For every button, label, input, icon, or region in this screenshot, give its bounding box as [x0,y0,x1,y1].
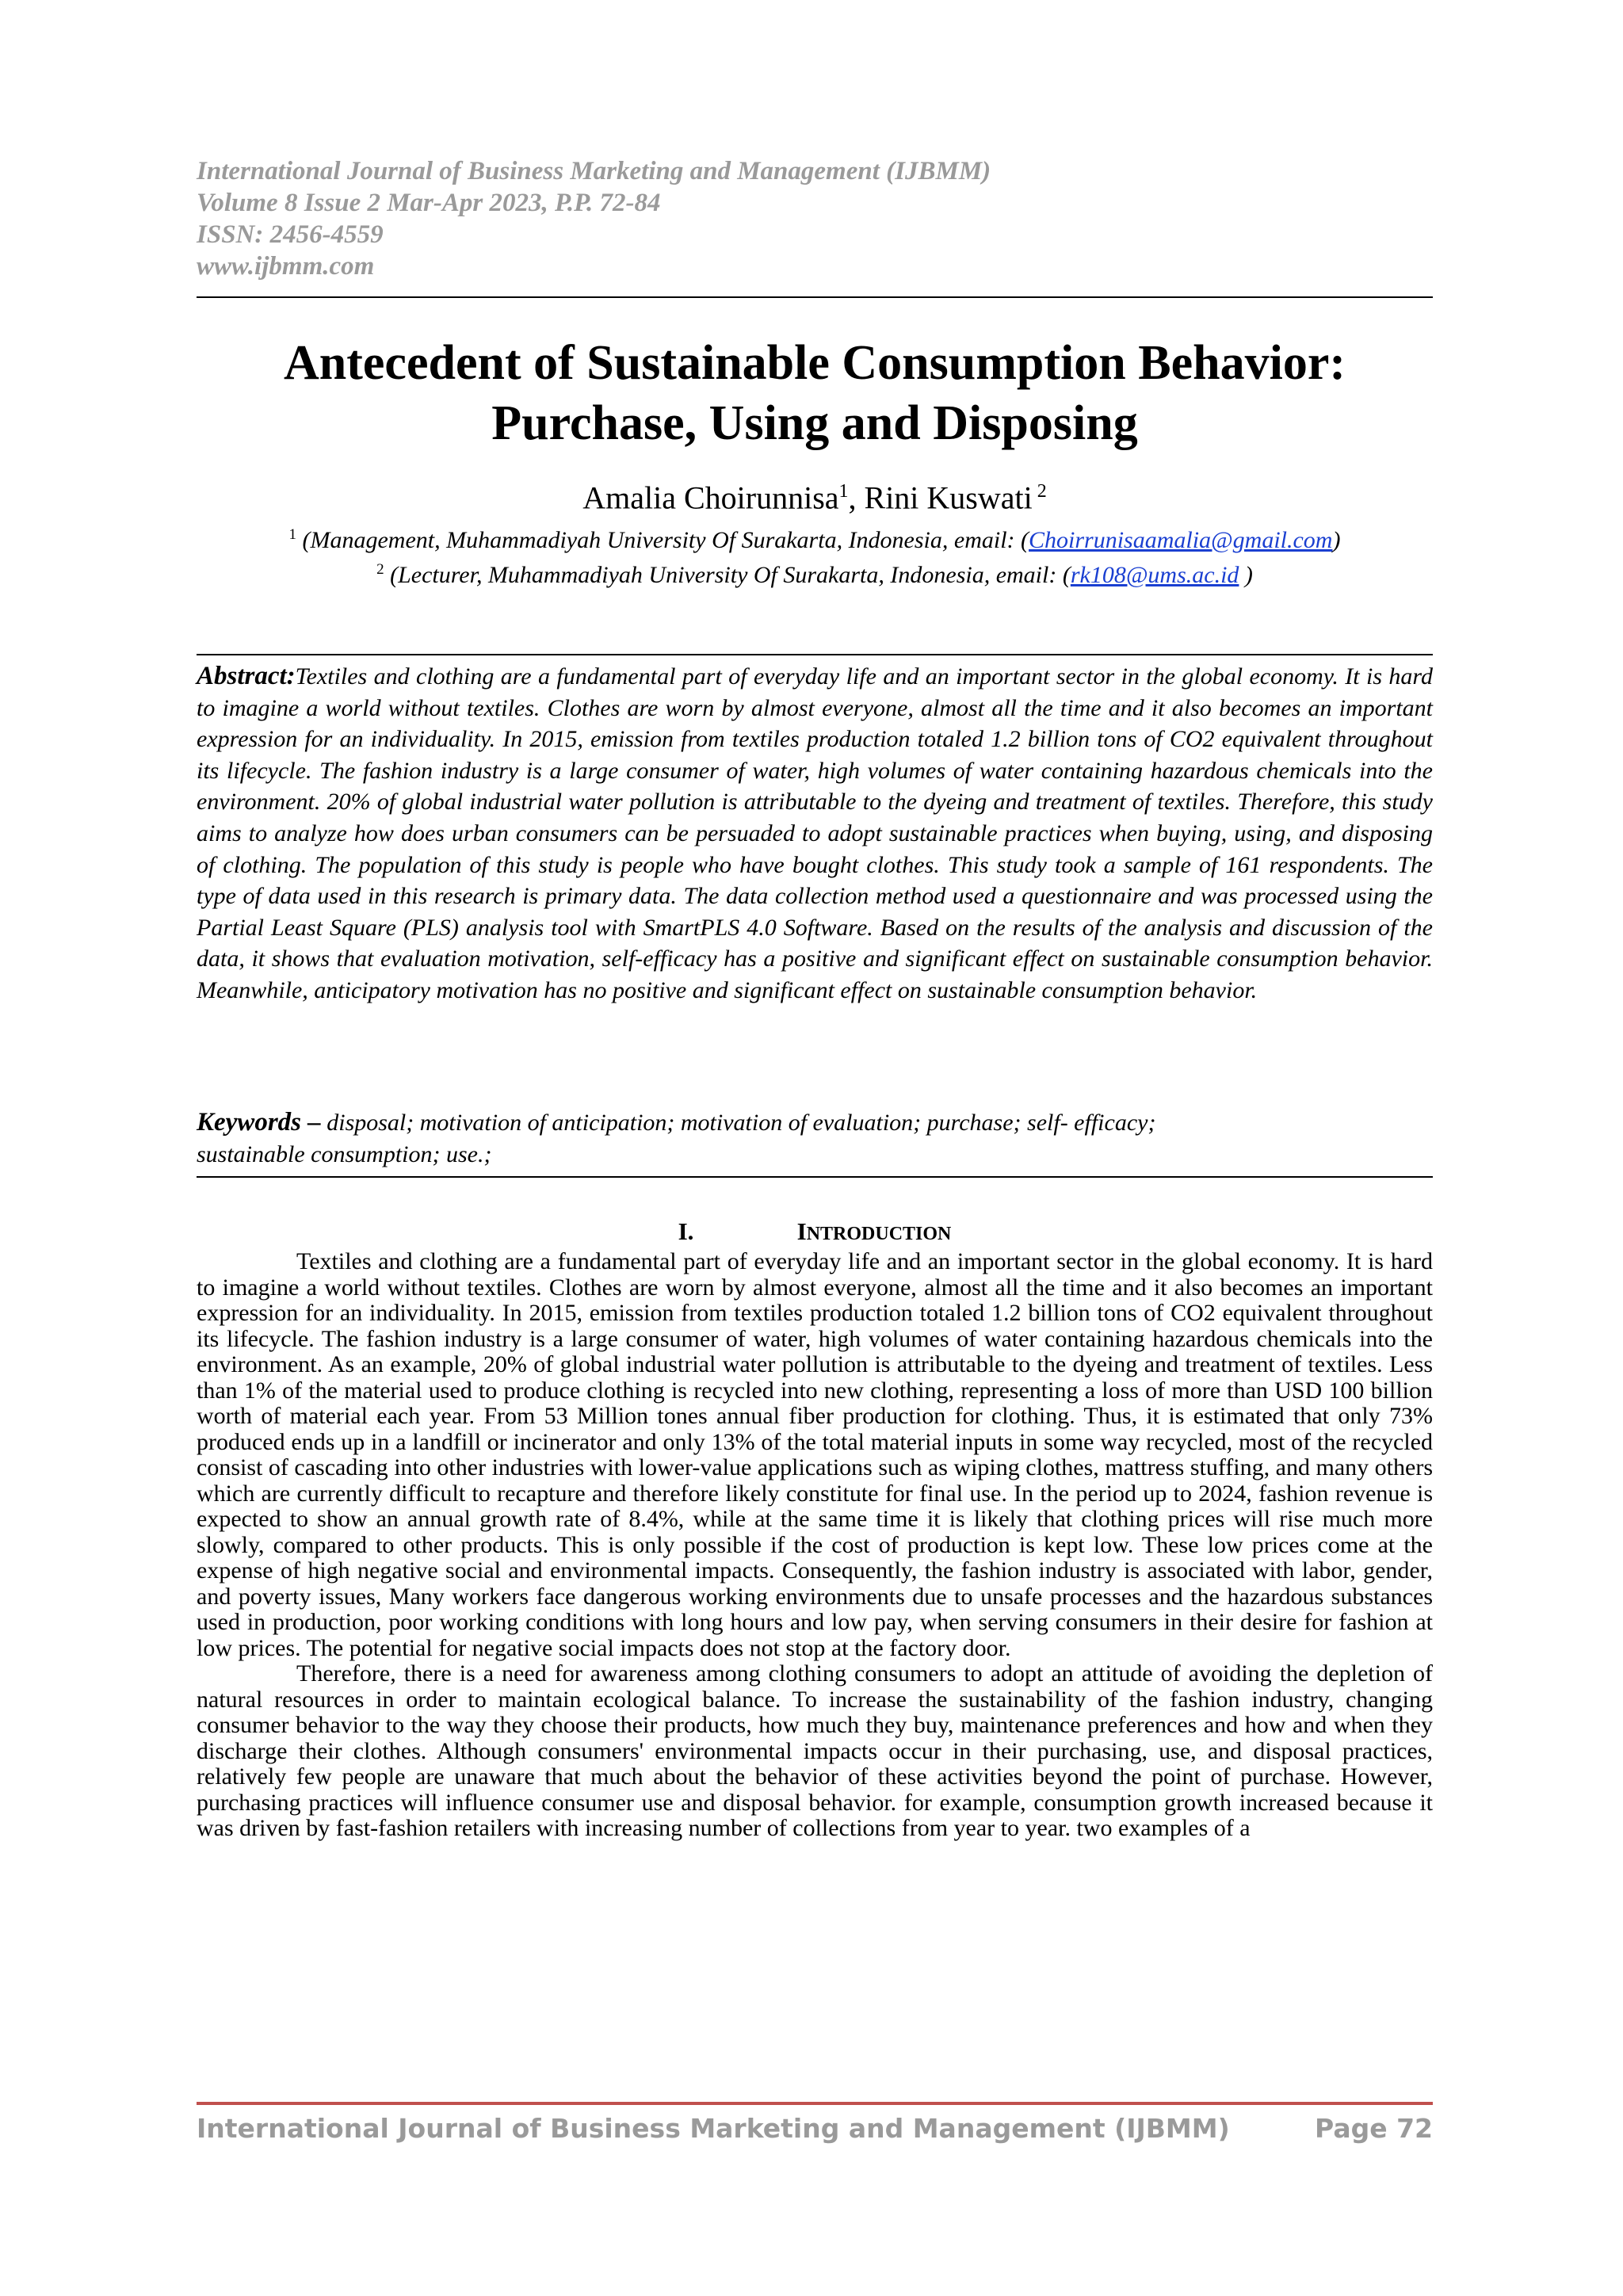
affiliation-1 [197,520,1433,556]
author-1-mark: 1 [838,481,849,502]
intro-paragraph-1: Textiles and clothing are a fundamental part of everyday life and an important sector in the global economy. It is hard to imagine a world without textiles. Clothes are worn by almost everyone, almost all the time and it also becomes an important expression for an individuality. In 2015, emission from textiles production totaled 1.2 billion tons of CO2 equivalent throughout its lifecycle. The fashion industry is a large consumer of water, high volumes of water containing hazardous chemicals into the environment. As an example, 20% of global industrial water pollution is attributable to the dyeing and treatment of textiles. Less than 1% of the material used to produce clothing is recycled into new clothing, representing a loss of more than USD 100 billion worth of material each year. From 53 Million tones annual fiber production for clothing. Thus, it is estimated that only 73% produced ends up in a landfill or incinerator and only 13% of the total material inputs in some way recycled, most of the recycled consist of cascading into other industries with lower-value applications such as wiping clothes, mattress stuffing, and many others which are currently difficult to recapture and therefore likely constitute for final use. In the period up to 2024, fashion revenue is expected to show an annual growth rate of 8.4%, while at the same time it is likely that clothing prices will rise much more slowly, compared to other products. This is only possible if the cost of production is kept low. These low prices come at the expense of high negative social and environmental impacts. Consequently, the fashion industry is associated with labor, gender, and poverty issues, Many workers face dangerous working environments due to unsafe processes and the hazardous substances used in production, poor working conditions with long hours and low pay, when serving consumers in their desire for fashion at low prices. The potential for negative social impacts does not stop at the factory door. [197,1248,1433,1661]
keywords-line-2: sustainable consumption; use.; [197,1141,492,1167]
keywords-bottom-rule [197,1176,1433,1178]
title-line-1: Antecedent of Sustainable Consumption Behavior: [284,336,1346,390]
section-heading-introduction [197,1216,1433,1250]
author-list [197,472,1433,517]
journal-header [197,155,1433,282]
author-separator: , [848,479,857,516]
affiliation-1-mark: 1 [288,526,297,543]
journal-website: www.ijbmm.com [197,252,375,281]
affiliation-1-text: (Management, Muhammadiyah University Of Surakarta, Indonesia, email: ( [296,527,1029,553]
journal-issn: ISSN: 2456-4559 [197,220,384,249]
affiliation-2 [197,555,1433,590]
title-line-2: Purchase, Using and Disposing [491,396,1138,450]
section-number: I. [678,1217,694,1245]
affiliation-1-email-link[interactable]: Choirrunisaamalia@gmail.com [1029,527,1333,553]
journal-name: International Journal of Business Marketing and Management (IJBMM) [197,157,991,185]
section-title-rest: NTRODUCTION [806,1224,952,1244]
footer-journal-name: International Journal of Business Marketing and Management (IJBMM) [197,2113,1230,2144]
affiliation-1-close: ) [1332,527,1341,553]
affiliation-2-email-link[interactable]: rk108@ums.ac.id [1070,562,1239,588]
intro-paragraph-2: Therefore, there is a need for awareness among clothing consumers to adopt an attitude of avoiding the depletion of natural resources in order to maintain ecological balance. To increase the sustainability of the fashion industry, changing consumer behavior to the way they choose their products, how much they buy, maintenance preferences and how and when they discharge their clothes. Although consumers' environmental impacts occur in their purchasing, use, and disposal practices, relatively few people are unaware that much about the behavior of these activities beyond the point of purchase. However, purchasing practices will influence consumer use and disposal behavior. for example, consumption growth increased because it was driven by fast-fashion retailers with increasing number of collections from year to year. two examples of a [197,1660,1433,1841]
keywords [197,1106,1433,1171]
author-1-name: Amalia Choirunnisa [582,479,839,516]
abstract-label: Abstract: [197,662,296,690]
abstract-text: Textiles and clothing are a fundamental part of everyday life and an important sector in the global economy. It is hard to imagine a world without textiles. Clothes are worn by almost everyone, almost all the time and it also becomes an important expression for an individuality. In 2015, emission from textiles production totaled 1.2 billion tons of CO2 equivalent throughout its lifecycle. The fashion industry is a large consumer of water, high volumes of water containing hazardous chemicals into the environment. 20% of global industrial water pollution is attributable to the dyeing and treatment of textiles. Therefore, this study aims to analyze how does urban consumers can be persuaded to adopt sustainable practices when buying, using, and disposing of clothing. The population of this study is people who have bought clothes. This study took a sample of 161 respondents. The type of data used in this research is primary data. The data collection method used a questionnaire and was processed using the Partial Least Square (PLS) analysis tool with SmartPLS 4.0 Software. Based on the results of the analysis and discussion of the data, it shows that evaluation motivation, self-efficacy has a positive and significant effect on sustainable consumption behavior. Meanwhile, anticipatory motivation has no positive and significant effect on sustainable consumption behavior. [197,663,1433,1003]
footer-rule [197,2102,1433,2105]
introduction-body [197,1249,1433,1842]
abstract [197,661,1433,1007]
keywords-line-1: disposal; motivation of anticipation; motivation of evaluation; purchase; self- efficacy; [320,1110,1156,1136]
footer-page-number: Page 72 [1315,2113,1433,2144]
keywords-label: Keywords – [197,1108,321,1137]
header-rule [197,296,1433,298]
affiliation-2-text: (Lecturer, Muhammadiyah University Of Surakarta, Indonesia, email: ( [384,562,1071,588]
journal-volume: Volume 8 Issue 2 Mar-Apr 2023, P.P. 72-84 [197,189,661,217]
author-2-mark: 2 [1032,481,1047,502]
affiliation-2-close: ) [1239,562,1253,588]
section-title-initial: I [796,1217,807,1245]
affiliation-2-mark: 2 [376,561,384,578]
paper-title [197,333,1433,453]
abstract-top-rule [197,654,1433,655]
author-2-name: Rini Kuswati [856,479,1033,516]
